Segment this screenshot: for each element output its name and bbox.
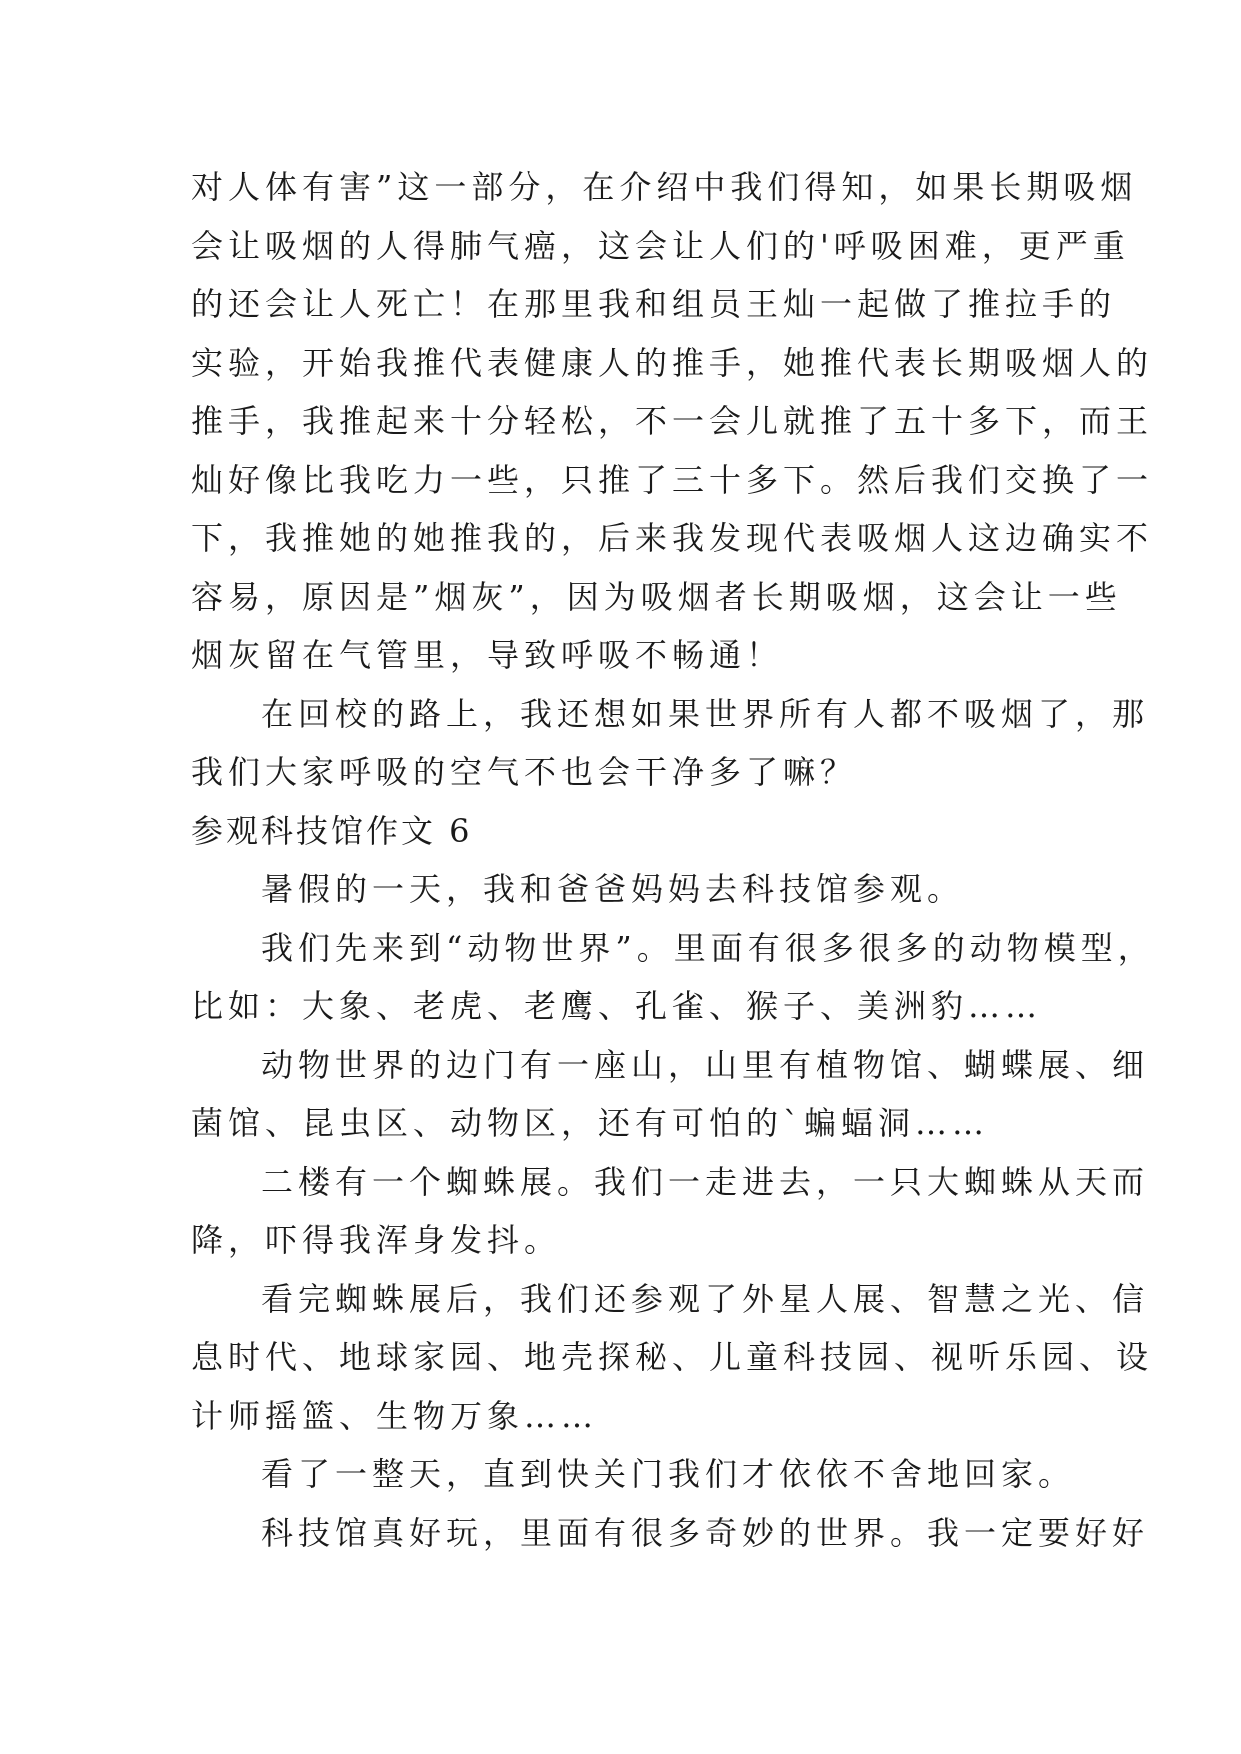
body-line: 的还会让人死亡！在那里我和组员王灿一起做了推拉手的 [191,285,1117,323]
paragraph-start-line: 二楼有一个蜘蛛展。我们一走进去，一只大蜘蛛从天而 [261,1162,1150,1201]
body-line: 息时代、地球家园、地壳探秘、儿童科技园、视听乐园、设 [191,1338,1154,1376]
paragraph-start-line: 我们先来到“动物世界”。里面有很多很多的动物模型， [261,928,1155,967]
body-line: 推手，我推起来十分轻松，不一会儿就推了五十多下，而王 [191,402,1154,440]
body-line: 菌馆、昆虫区、动物区，还有可怕的`蝙蝠洞…… [191,1104,990,1142]
body-line: 实验，开始我推代表健康人的推手，她推代表长期吸烟人的 [191,343,1154,382]
document-body [191,158,1155,1562]
body-line: 灿好像比我吃力一些，只推了三十多下。然后我们交换了一 [191,460,1154,499]
body-line: 下，我推她的她推我的，后来我发现代表吸烟人这边确实不 [191,519,1154,557]
body-line: 计师摇篮、生物万象…… [191,1396,599,1435]
body-line: 会让吸烟的人得肺气癌，这会让人们的'呼吸困难，更严重 [191,226,1130,265]
paragraph-start-line: 动物世界的边门有一座山，山里有植物馆、蝴蝶展、细 [261,1045,1150,1084]
body-line: 容易，原因是”烟灰”，因为吸烟者长期吸烟，这会让一些 [191,577,1122,616]
paragraph-start-line: 看了一整天，直到快关门我们才依依不舍地回家。 [261,1455,1076,1493]
section-heading: 参观科技馆作文 6 [191,811,473,850]
paragraph-start-line: 在回校的路上，我还想如果世界所有人都不吸烟了，那 [261,694,1150,733]
body-line: 比如：大象、老虎、老鹰、孔雀、猴子、美洲豹…… [191,987,1043,1025]
body-line: 对人体有害”这一部分，在介绍中我们得知，如果长期吸烟 [191,168,1138,206]
paragraph-start-line: 暑假的一天，我和爸爸妈妈去科技馆参观。 [261,870,965,908]
body-line: 降，吓得我浑身发抖。 [191,1221,562,1259]
body-line: 我们大家呼吸的空气不也会干净多了嘛？ [191,753,858,791]
body-line: 烟灰留在气管里，导致呼吸不畅通！ [191,636,784,674]
paragraph-start-line: 看完蜘蛛展后，我们还参观了外星人展、智慧之光、信 [261,1279,1150,1318]
paragraph-start-line: 科技馆真好玩，里面有很多奇妙的世界。我一定要好好 [261,1513,1150,1552]
